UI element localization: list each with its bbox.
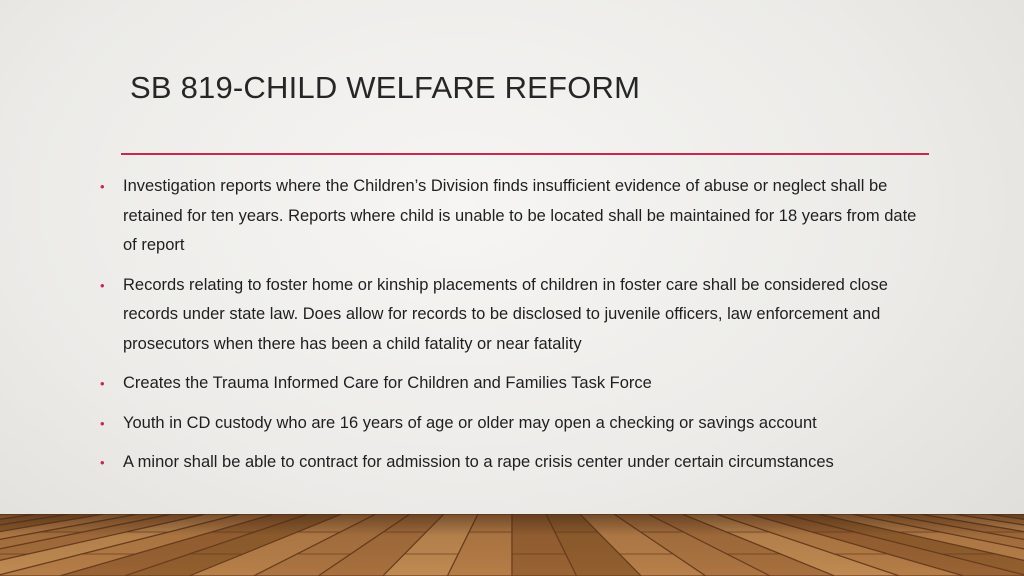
bullet-item-rape-crisis: [100, 448, 930, 478]
bullet-dot-icon: •: [100, 376, 105, 391]
bullet-dot-icon: •: [100, 277, 105, 293]
bullet-dot-icon: •: [100, 455, 105, 470]
bullet-text: Records relating to foster home or kinship placements of children in foster care shall be considered close records under state law. Does allow for records to be disclosed to juvenile officers, law enforcement and prosecutors when there has been a child fatality or near fatality: [123, 275, 888, 353]
bullet-item-accounts: [100, 409, 930, 439]
title-divider: [121, 153, 929, 155]
bullet-text: A minor shall be able to contract for admission to a rape crisis center under certain circumstances: [123, 453, 834, 471]
wood-floor-graphic: [0, 514, 1024, 576]
bullet-dot-icon: •: [100, 179, 105, 194]
bullet-text: Investigation reports where the Children’s Division finds insufficient evidence of abuse or neglect shall be retained for ten years. Reports where child is unable to be located shall be maintained for 18 years from date of report: [123, 177, 917, 254]
bullet-item-retention: [100, 172, 930, 261]
bullet-list: [100, 172, 930, 488]
slide-title: SB 819-CHILD WELFARE REFORM: [130, 70, 641, 105]
bullet-item-records: [100, 271, 930, 360]
bullet-text: Youth in CD custody who are 16 years of age or older may open a checking or savings account: [123, 413, 817, 432]
bullet-dot-icon: •: [100, 415, 105, 431]
wood-floor: [0, 514, 1024, 576]
bullet-item-task-force: [100, 369, 930, 399]
bullet-text: Creates the Trauma Informed Care for Children and Families Task Force: [123, 374, 652, 392]
